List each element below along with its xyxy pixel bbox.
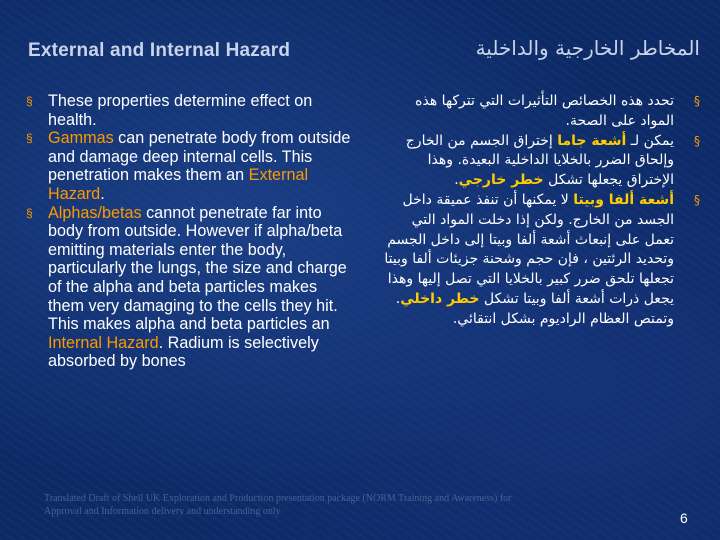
page-number: 6 <box>680 510 688 526</box>
bullet-text: can penetrate body from outside and damage deep internal cells. This penetration makes them an <box>48 129 351 185</box>
english-bullet-list <box>26 92 356 371</box>
bullet-text: لا يمكنها أن تنفذ عميقة داخل الجسد من الخارج. ولكن إذا دخلت المواد التي تعمل على إنبعاث أشعة ألفا وبيتا إلى داخل الجسم وتحديد الرئتين ، فإن حجم وشحنة جزيئات ألفا وبيتا تجعلها تلحق ضرر كبير بالخلايا التي تصل إليها وهذا يجعل ذرات أشعة ألفا وبيتا تشكل <box>384 191 674 307</box>
arabic-bullet-1 <box>378 92 700 132</box>
bullet-text-mid: إختراق الجسم من الخارج وإلحاق الضرر بالخلايا الداخلية البعيدة. وهذا الإختراق يجعلها تشكل <box>405 132 674 189</box>
arabic-bullet-list <box>378 92 700 330</box>
bullet-text-end: . وتمتص العظام الراديوم بشكل انتقائي. <box>395 290 674 327</box>
highlight-external-hazard: External Hazard <box>48 166 309 203</box>
highlight-alphas-betas: Alphas/betas <box>48 203 142 222</box>
english-bullet-3 <box>26 204 356 371</box>
bullet-icon: § <box>26 205 33 220</box>
bullet-icon: § <box>26 131 33 146</box>
bullet-text-end: . Radium is selectively absorbed by bones <box>48 333 319 371</box>
slide-title-english: External and Internal Hazard <box>28 40 291 61</box>
footer-note: Translated Draft of Shell UK Exploration and Production presentation package (NORM Training and Awareness) for Approval and Information delivery and understanding only <box>44 493 512 517</box>
highlight-gammas: Gammas <box>48 129 114 148</box>
highlight-internal-hazard: خطر داخلي <box>400 290 480 307</box>
highlight-gamma-rays: أشعة جاما <box>557 132 627 149</box>
bullet-text: يمكن لـ <box>626 132 674 149</box>
bullet-text: These properties determine effect on health. <box>48 92 313 129</box>
arabic-bullet-2 <box>378 132 700 191</box>
arabic-bullet-3 <box>378 191 700 330</box>
bullet-text: تحدد هذه الخصائص التأثيرات التي تتركها هذه المواد على الصحة. <box>415 93 674 129</box>
english-bullet-1 <box>26 92 356 129</box>
bullet-text: cannot penetrate far into body from outside. However if alpha/beta emitting materials enter the body, particularly the lungs, the size and charge of the alpha and beta particles makes them very damaging to the cells they hit. This makes alpha and beta particles an <box>48 203 347 334</box>
bullet-icon: § <box>694 133 700 148</box>
slide-title-arabic: المخاطر الخارجية والداخلية <box>475 36 700 60</box>
bullet-icon: § <box>694 192 700 207</box>
bullet-icon: § <box>694 94 700 108</box>
bullet-text-end: . <box>100 184 105 203</box>
highlight-alpha-beta-rays: أشعة ألفا وبيتا <box>573 191 674 208</box>
bullet-text-end: . <box>454 172 459 189</box>
highlight-internal-hazard: Internal Hazard <box>48 333 159 352</box>
english-bullet-2 <box>26 129 356 203</box>
bullet-icon: § <box>26 94 33 108</box>
highlight-external-hazard: خطر خارجي <box>458 172 544 189</box>
